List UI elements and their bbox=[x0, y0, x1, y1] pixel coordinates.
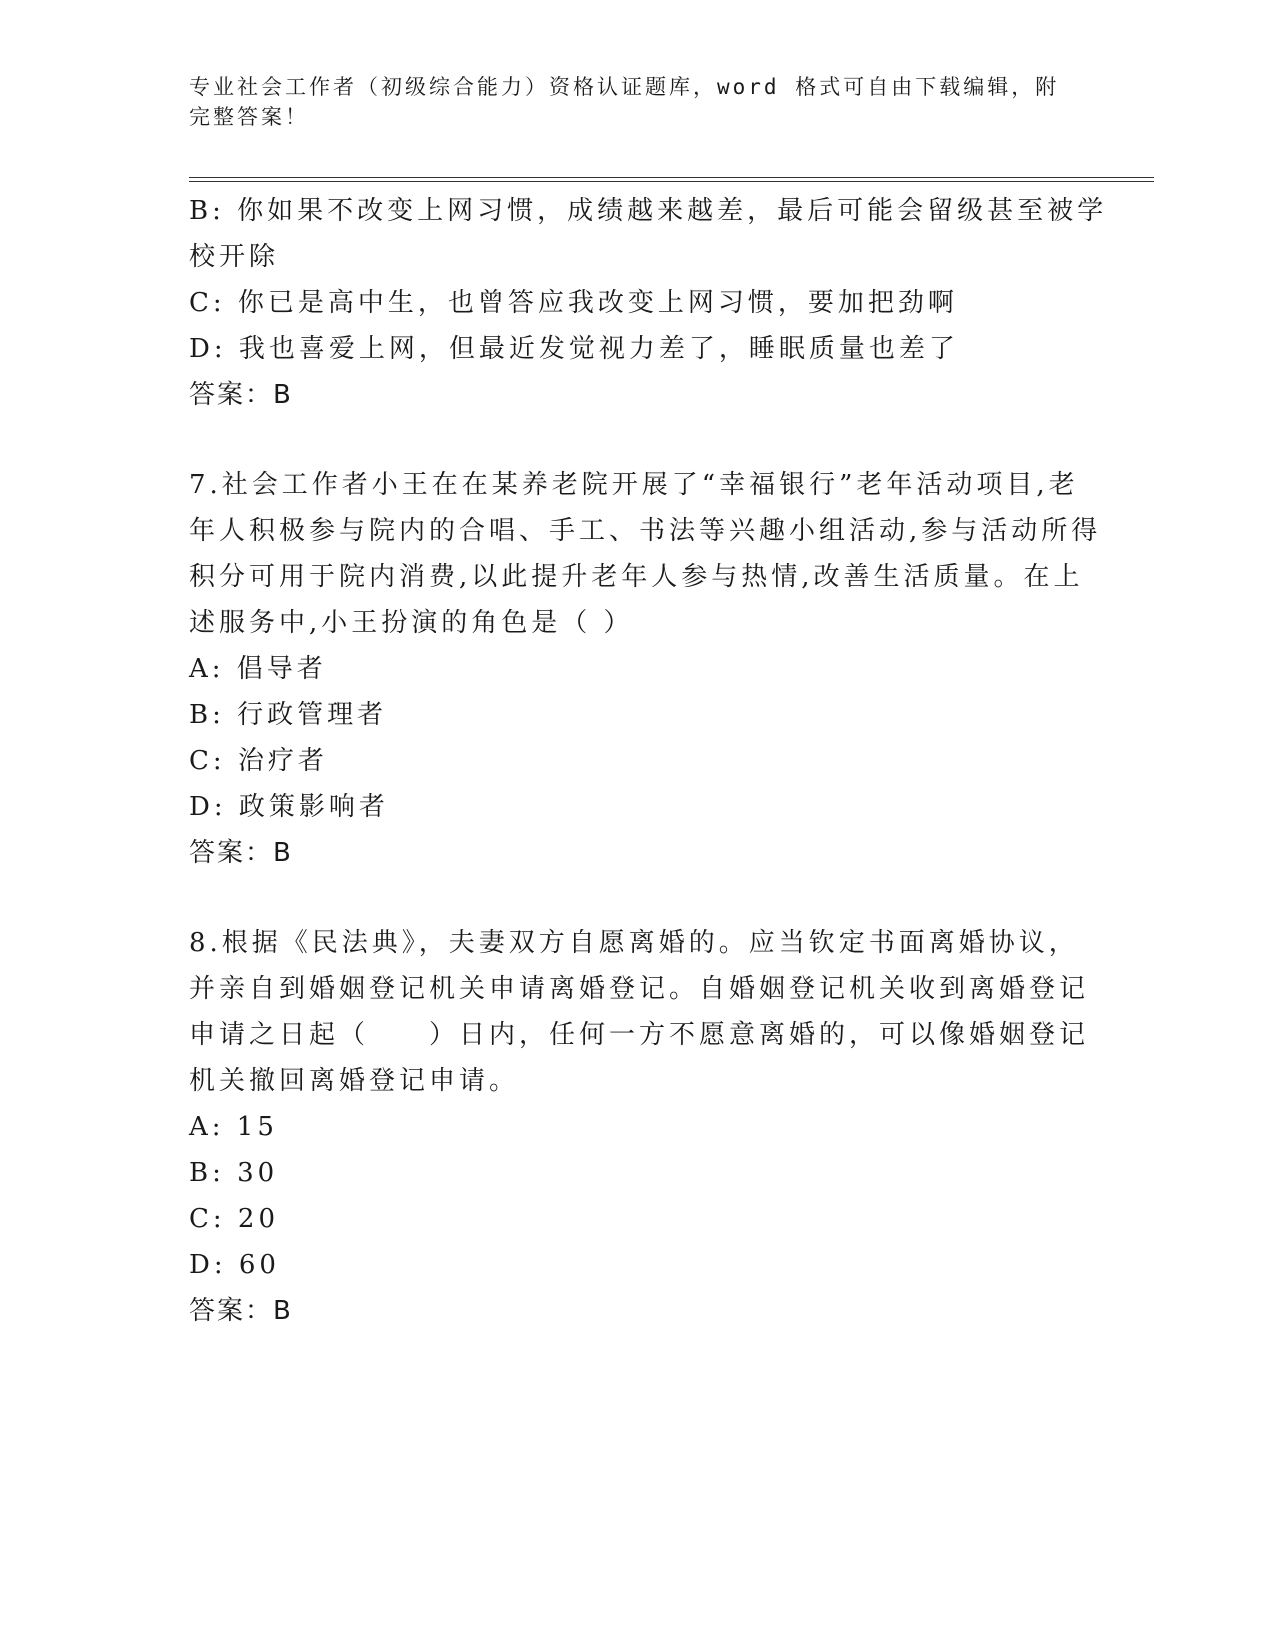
q6-option-b-line-1: B: 你如果不改变上网习惯，成绩越来越差，最后可能会留级甚至被学 bbox=[189, 196, 1108, 226]
q8-answer: 答案：B bbox=[189, 1296, 293, 1326]
question-6-continued bbox=[189, 188, 1108, 418]
q7-option-d: D: 政策影响者 bbox=[189, 792, 389, 822]
q8-stem-line-2: 并亲自到婚姻登记机关申请离婚登记。自婚姻登记机关收到离婚登记 bbox=[189, 974, 1090, 1004]
header-line-1: 专业社会工作者（初级综合能力）资格认证题库，word 格式可自由下载编辑，附 bbox=[189, 75, 1060, 99]
q7-stem-line-4: 述服务中,小王扮演的角色是（ ） bbox=[189, 608, 634, 638]
q6-option-b-line-2: 校开除 bbox=[189, 242, 280, 272]
q8-option-a: A: 15 bbox=[189, 1112, 278, 1142]
q8-stem-line-1: 8.根据《民法典》，夫妻双方自愿离婚的。应当钦定书面离婚协议， bbox=[189, 928, 1079, 958]
header-divider-top bbox=[189, 177, 1154, 178]
q8-stem-line-4: 机关撤回离婚登记申请。 bbox=[189, 1066, 520, 1096]
q7-option-c: C: 治疗者 bbox=[189, 746, 328, 776]
document-header bbox=[189, 72, 1089, 132]
q8-stem-line-3: 申请之日起（ ）日内，任何一方不愿意离婚的，可以像婚姻登记 bbox=[189, 1020, 1090, 1050]
q7-option-a: A: 倡导者 bbox=[189, 654, 327, 684]
q8-option-b: B: 30 bbox=[189, 1158, 279, 1188]
q7-stem-line-3: 积分可用于院内消费,以此提升老年人参与热情,改善生活质量。在上 bbox=[189, 562, 1084, 592]
question-8 bbox=[189, 920, 1089, 1334]
q6-option-c: C: 你已是高中生，也曾答应我改变上网习惯，要加把劲啊 bbox=[189, 288, 958, 318]
spacer bbox=[189, 876, 1089, 920]
header-line-2: 完整答案！ bbox=[189, 105, 309, 129]
q8-option-d: D: 60 bbox=[189, 1250, 280, 1280]
q7-option-b: B: 行政管理者 bbox=[189, 700, 388, 730]
q7-answer: 答案：B bbox=[189, 838, 293, 868]
q8-option-c: C: 20 bbox=[189, 1204, 280, 1234]
header-divider-bottom bbox=[189, 181, 1154, 182]
q6-answer: 答案：B bbox=[189, 380, 293, 410]
q6-option-d: D: 我也喜爱上网，但最近发觉视力差了，睡眠质量也差了 bbox=[189, 334, 959, 364]
document-body bbox=[189, 188, 1108, 1334]
q7-stem-line-1: 7.社会工作者小王在在某养老院开展了“幸福银行”老年活动项目,老 bbox=[189, 470, 1079, 500]
question-7 bbox=[189, 462, 1102, 876]
q7-stem-line-2: 年人积极参与院内的合唱、手工、书法等兴趣小组活动,参与活动所得 bbox=[189, 516, 1102, 546]
spacer bbox=[189, 418, 1089, 462]
